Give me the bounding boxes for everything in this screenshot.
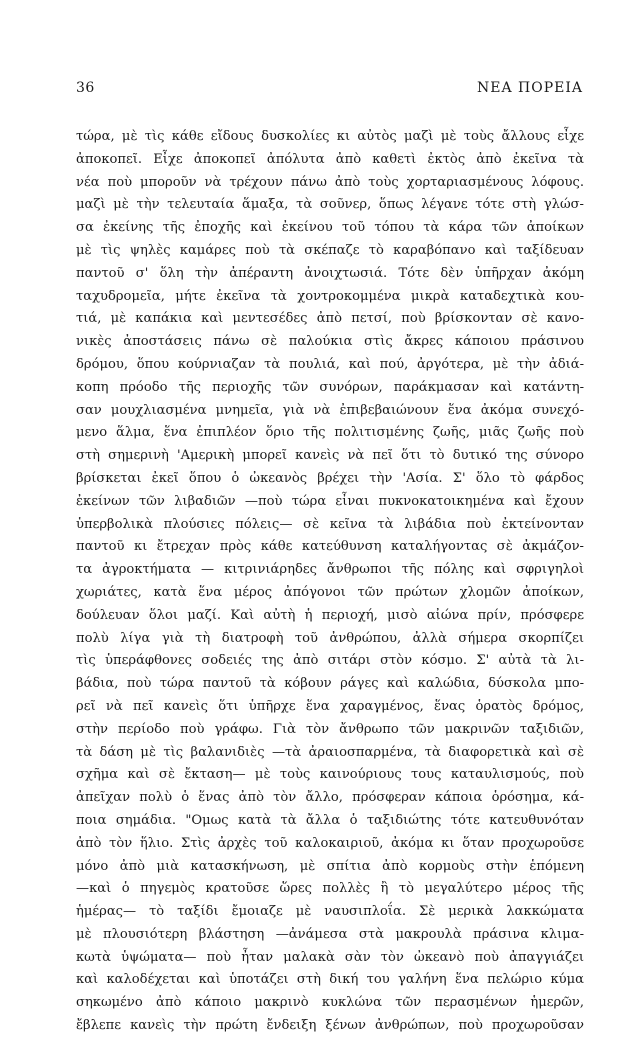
text-line: στὴν περίοδο ποὺ γράφω. Γιὰ τὸν ἄνθρωπο τῶν μακρινῶν ταξιδιῶν,: [76, 721, 584, 737]
body-text: [76, 126, 584, 1038]
text-line: στὴ σημερινὴ 'Αμερικὴ μπορεῖ κανεὶς νὰ πεῖ ὅτι τὸ δυτικό της σύνορο: [76, 448, 584, 464]
text-line: καὶ καλοδέχεται καὶ ὑποτάζει στὴ δική του γαλήνη ἕνα πελώριο κύμα: [76, 972, 584, 988]
text-line: ἐκείνων τῶν λιβαδιῶν —ποὺ τώρα εἶναι πυκνοκατοικημένα καὶ ἔχουν: [76, 493, 584, 509]
text-line: ἀπὸ τὸν ἥλιο. Στὶς ἀρχὲς τοῦ καλοκαιριοῦ, ἀκόμα κι ὅταν προχωροῦσε: [76, 835, 584, 851]
text-line: βάδια, ποὺ τώρα παντοῦ τὰ κόβουν ράγες καὶ καλώδια, δύσκολα μπο-: [76, 676, 584, 692]
text-line: ὑπερβολικὰ πλούσιες πόλεις— σὲ κεῖνα τὰ λιβάδια ποὺ ἐκτείνονταν: [76, 516, 584, 532]
text-line: τα ἀγροκτήματα — κιτρινιάρηδες ἄνθρωποι τῆς πόλης καὶ σφριγηλοὶ: [76, 562, 584, 578]
text-line: κωτὰ ὑψώματα— ποὺ ἦταν μαλακὰ σὰν τὸν ὠκεανὸ ποὺ ἀπαγγιάζει: [76, 949, 584, 965]
text-line: μὲ τὶς ψηλὲς καμάρες ποὺ τὰ σκέπαζε τὸ καραβόπανο καὶ ταξίδευαν: [76, 242, 584, 258]
text-line: σχῆμα καὶ σὲ ἔκταση— μὲ τοὺς καινούριους τους καταυλισμούς, ποὺ: [76, 767, 584, 783]
text-line: τὰ δάση μὲ τὶς βαλανιδιὲς —τὰ ἀραιοσπαρμένα, τὰ διαφορετικὰ καὶ σὲ: [76, 744, 584, 760]
text-line: τιά, μὲ καπάκια καὶ μεντεσέδες ἀπὸ πετσί, ποὺ βρίσκονταν σὲ κανο-: [76, 311, 584, 327]
text-line: ἀποκοπεῖ. Εἶχε ἀποκοπεῖ ἀπόλυτα ἀπὸ καθετὶ ἐκτὸς ἀπὸ ἐκεῖνα τὰ: [76, 151, 584, 167]
text-line: σηκωμένο ἀπὸ κάποιο μακρινὸ κυκλώνα τῶν περασμένων ἡμερῶν,: [76, 995, 584, 1011]
text-line: —καὶ ὁ πηγεμὸς κρατοῦσε ὥρες πολλὲς ἢ τὸ μεγαλύτερο μέρος τῆς: [76, 881, 584, 897]
text-line: νέα ποὺ μποροῦν νὰ τρέχουν πάνω ἀπὸ τοὺς χορταριασμένους λόφους.: [76, 174, 584, 190]
text-line: μαζὶ μὲ τὴν τελευταία ἅμαξα, τὰ σοῦνερ, ὅπως λέγανε τότε στὴ γλώσ-: [76, 197, 584, 213]
text-line: ταχυδρομεῖα, μήτε ἐκεῖνα τὰ χοντροκομμένα μικρὰ καταδεχτικὰ κου-: [76, 288, 584, 304]
text-line: σαν μουχλιασμένα μνημεῖα, γιὰ νὰ ἐπιβεβαιώνουν ἕνα ἀκόμα συνεχό-: [76, 402, 584, 418]
text-line: ἔβλεπε κανεὶς τὴν πρώτη ἔνδειξη ξένων ἀνθρώπων, ποὺ προχωροῦσαν: [76, 1018, 584, 1034]
text-line: δρόμου, ὅπου κούρνιαζαν τὰ πουλιά, καὶ πού, ἀργότερα, μὲ τὴν ἀδιά-: [76, 356, 584, 372]
text-line: νικὲς ἀποστάσεις πάνω σὲ παλούκια στὶς ἄκρες κάποιου πράσινου: [76, 334, 584, 350]
text-line: βρίσκεται ἐκεῖ ὅπου ὁ ὠκεανὸς βρέχει τὴν 'Ασία. Σ' ὅλο τὸ φάρδος: [76, 470, 584, 486]
text-line: τώρα, μὲ τὶς κάθε εἴδους δυσκολίες κι αὐτὸς μαζὶ μὲ τοὺς ἄλλους εἶχε: [76, 129, 584, 144]
text-line: ποια σημάδια. "Ομως κατὰ τὰ ἄλλα ὁ ταξιδιώτης τότε κατευθυνόταν: [76, 812, 584, 828]
page-header: [76, 80, 583, 100]
text-line: μόνο ἀπὸ μιὰ κατασκήνωση, μὲ σπίτια ἀπὸ κορμοὺς στὴν ἑπόμενη: [76, 858, 584, 874]
running-head: ΝΕΑ ΠΟΡΕΙΑ: [477, 80, 583, 96]
page-number: 36: [76, 80, 95, 96]
text-line: σα ἐκείνης τῆς ἐποχῆς καὶ ἐκείνου τοῦ τόπου τὰ κάρα τῶν ἀποίκων: [76, 220, 584, 236]
text-line: ἀπεῖχαν πολὺ ὁ ἕνας ἀπὸ τὸν ἄλλο, πρόσφεραν κάποια ὁρόσημα, κά-: [76, 790, 584, 806]
text-line: δούλευαν ὅλοι μαζί. Καὶ αὐτὴ ἡ περιοχή, μισὸ αἰώνα πρίν, πρόσφερε: [76, 607, 584, 623]
text-line: παντοῦ κι ἔτρεχαν πρὸς κάθε κατεύθυνση καταλήγοντας σὲ ἀκμάζον-: [76, 539, 584, 555]
text-line: ρεῖ νὰ πεῖ κανεὶς ὅτι ὑπῆρχε ἕνα χαραγμένος, ἕνας ὁρατὸς δρόμος,: [76, 698, 584, 714]
text-line: ἡμέρας— τὸ ταξίδι ἔμοιαζε μὲ ναυσιπλοΐα. Σὲ μερικὰ λακκώματα: [76, 904, 584, 920]
text-line: τὶς ὑπεράφθονες σοδειές της ἀπὸ σιτάρι στὸν κόσμο. Σ' αὐτὰ τὰ λι-: [76, 653, 584, 669]
text-line: πολὺ λίγα γιὰ τὴ διατροφὴ τοῦ ἀνθρώπου, ἀλλὰ σήμερα σκορπίζει: [76, 630, 584, 646]
text-line: κοπη πρόοδο τῆς περιοχῆς τῶν συνόρων, παράκμασαν καὶ κατάντη-: [76, 379, 584, 395]
text-line: χωριάτες, κατὰ ἕνα μέρος ἀπόγονοι τῶν πρώτων χλομῶν ἀποίκων,: [76, 584, 584, 600]
text-line: μὲ πλουσιότερη βλάστηση —ἀνάμεσα στὰ μακρουλὰ πράσινα κλιμα-: [76, 926, 584, 942]
text-line: παντοῦ σ' ὅλη τὴν ἀπέραντη ἀνοιχτωσιά. Τότε δὲν ὑπῆρχαν ἀκόμη: [76, 265, 584, 281]
text-line: μενο ἅλμα, ἕνα ἐπιπλέον ὅριο τῆς πολιτισμένης ζωῆς, μιᾶς ζωῆς ποὺ: [76, 425, 584, 441]
